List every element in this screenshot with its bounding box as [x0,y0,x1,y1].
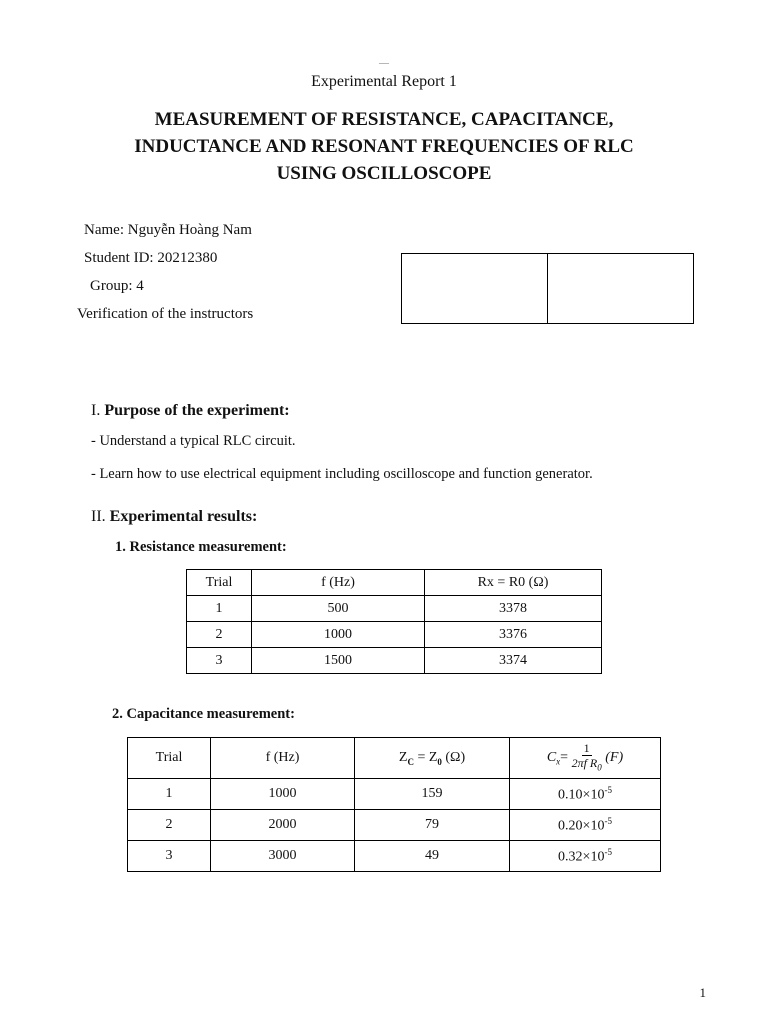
denominator-text: 2πf R [571,756,598,771]
signature-cell-1 [402,254,547,323]
denominator-subscript: 0 [597,762,602,773]
table-cell [510,810,661,841]
section-results-title: Experimental results: [109,508,258,525]
z-equals: = Z [413,749,438,765]
section-purpose-heading [91,402,290,420]
z-unit: (Ω) [441,749,466,765]
capacitance-value: 0.20×10 [558,818,605,834]
cx-subscript: x [556,757,561,767]
cx-symbol: C [546,750,557,766]
report-title: Experimental Report 1 [311,73,457,90]
table-cell: 2 [187,622,252,648]
fraction-denominator [572,756,602,774]
capacitance-exponent: -5 [604,846,612,857]
table-cell: 3 [187,648,252,674]
table-cell: 1500 [252,648,425,674]
capacitance-exponent: -5 [604,815,612,826]
header-cell: Trial [187,570,252,596]
section-purpose-number: I. [91,402,101,419]
capacitance-heading: 2. Capacitance measurement: [112,706,295,722]
table-cell: 49 [355,841,510,872]
z0-subscript: 0 [437,756,442,767]
table-row [128,810,661,841]
header-cell-trial: Trial [128,738,211,779]
table-cell: 159 [355,779,510,810]
z-symbol: Z [398,749,408,765]
student-name: Name: Nguyễn Hoàng Nam [84,222,252,238]
table-cell [510,841,661,872]
instructor-signature-box [401,253,694,324]
student-group: Group: 4 [90,278,144,294]
verification-label: Verification of the instructors [77,306,254,322]
header-cell: f (Hz) [252,570,425,596]
table-cell: 2000 [211,810,355,841]
section-results-number: II. [91,508,106,525]
capacitance-table [127,737,661,872]
table-row [128,841,661,872]
table-cell: 2 [128,810,211,841]
main-title [0,106,768,187]
table-cell: 3378 [425,596,602,622]
signature-cell-2 [547,254,693,323]
header-cell-freq: f (Hz) [211,738,355,779]
resistance-heading: 1. Resistance measurement: [115,539,287,555]
cx-equals: = [560,750,569,766]
section-purpose-title: Purpose of the experiment: [104,402,290,419]
main-title-line-3: USING OSCILLOSCOPE [276,163,492,184]
capacitance-value: 0.10×10 [558,787,605,803]
page-number: 1 [699,985,706,1000]
purpose-bullet-2: - Learn how to use electrical equipment including oscilloscope and function generator. [91,466,593,482]
capacitance-unit: (F) [605,750,624,766]
purpose-bullet-1: - Understand a typical RLC circuit. [91,433,296,449]
capacitance-fraction [572,741,602,774]
main-title-line-1: MEASUREMENT OF RESISTANCE, CAPACITANCE, [154,109,614,130]
header-dash: — [379,58,389,69]
table-cell [510,779,661,810]
table-row [128,779,661,810]
table-row [187,648,602,674]
table-header-row [128,738,661,779]
table-cell: 3 [128,841,211,872]
table-cell: 1000 [211,779,355,810]
capacitance-exponent: -5 [604,784,612,795]
table-cell: 500 [252,596,425,622]
table-row [187,596,602,622]
table-cell: 3376 [425,622,602,648]
z-subscript: C [407,756,414,767]
header-cell: Rx = R0 (Ω) [425,570,602,596]
header-cell-capacitance-formula [510,738,661,779]
resistance-table [186,569,602,674]
table-cell: 79 [355,810,510,841]
table-cell: 1000 [252,622,425,648]
table-cell: 3000 [211,841,355,872]
main-title-line-2: INDUCTANCE AND RESONANT FREQUENCIES OF RLC [134,136,634,157]
table-row [187,622,602,648]
table-cell: 1 [187,596,252,622]
student-id: Student ID: 20212380 [84,250,218,266]
capacitance-value: 0.32×10 [558,849,605,865]
section-results-heading [91,508,257,526]
table-header-row [187,570,602,596]
table-cell: 3374 [425,648,602,674]
fraction-numerator: 1 [583,741,590,756]
header-cell-impedance [355,738,510,779]
table-cell: 1 [128,779,211,810]
